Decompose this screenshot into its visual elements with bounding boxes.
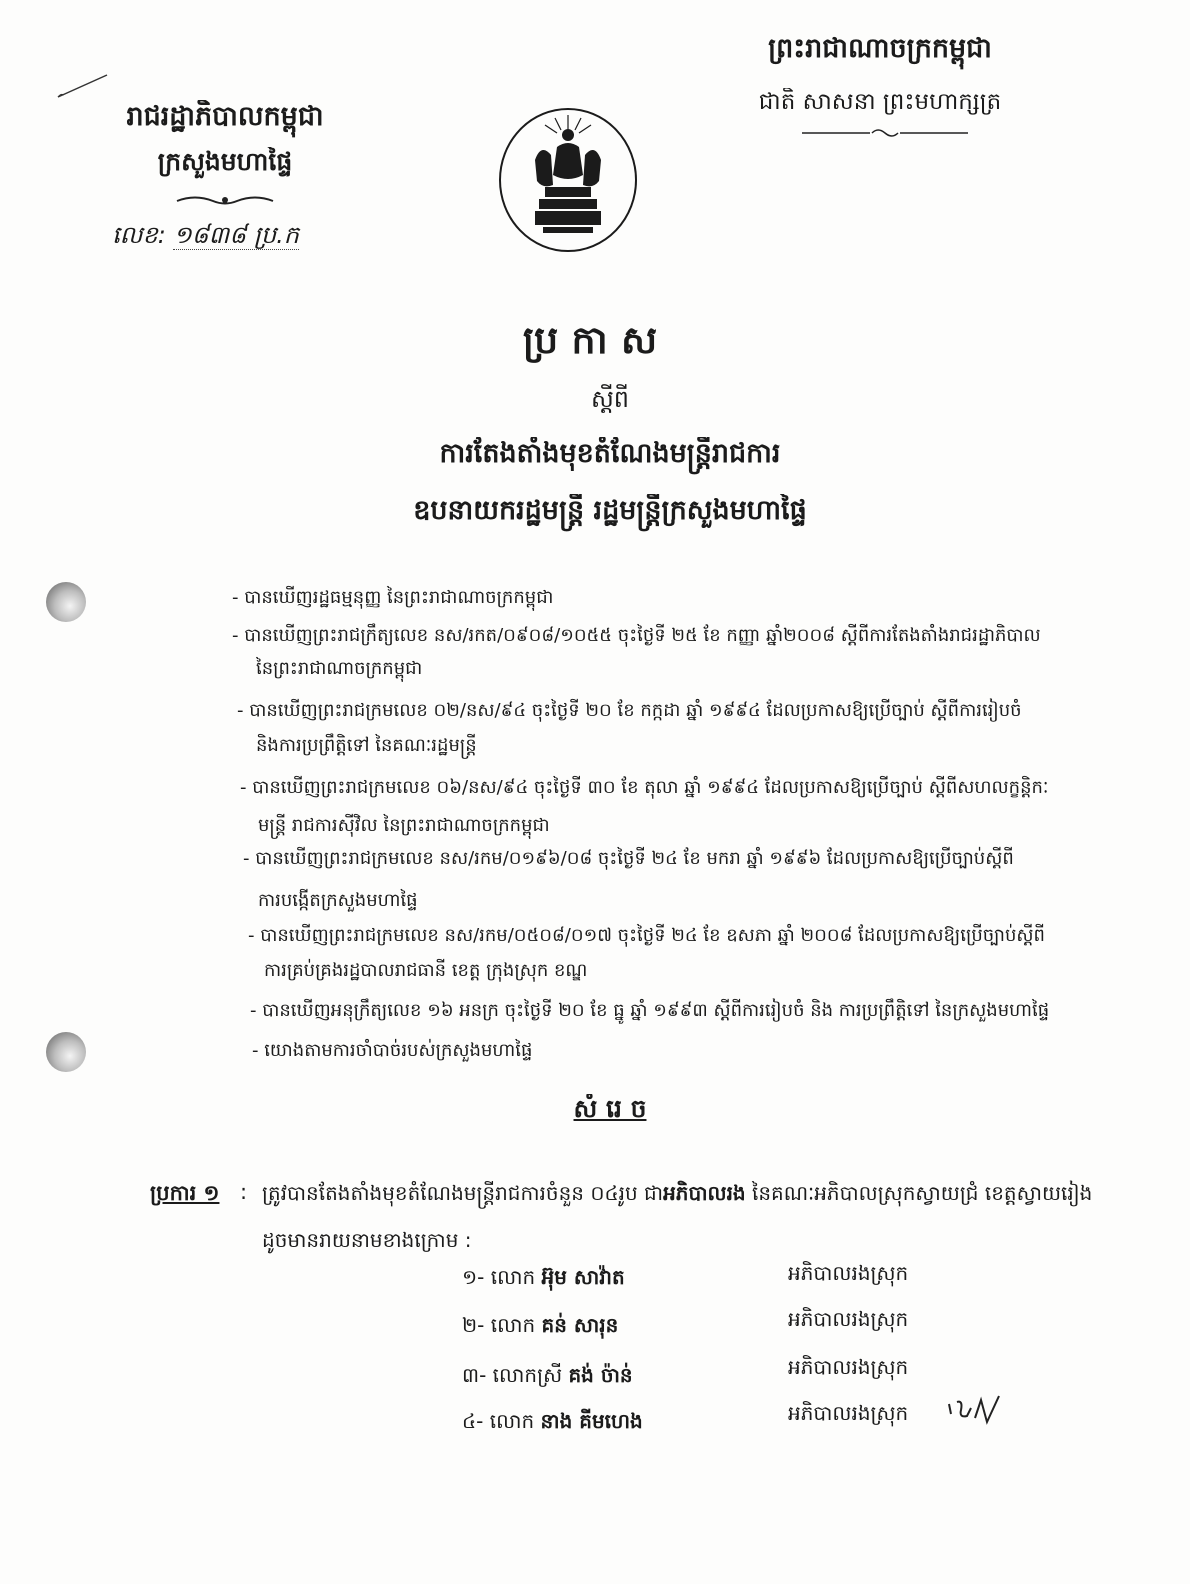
national-motto: ជាតិ សាសនា ព្រះមហាក្សត្រ [758, 89, 1002, 115]
preamble-item: - យោងតាមការចាំបាច់របស់ក្រសួងមហាផ្ទៃ [252, 1040, 533, 1061]
article-text-bold: អភិបាលរង [663, 1181, 746, 1205]
appointee-number: ៣- [462, 1363, 487, 1387]
preamble-item: - បានឃើញព្រះរាជក្រមលេខ ០៦/នស/៩៤ ចុះថ្ងៃទី ៣០ ខែ តុលា ឆ្នាំ ១៩៩៤ ដែលប្រកាសឱ្យប្រើច្បាប់ ស្ដីពីសហលក្ខន្តិកៈ [240, 777, 1049, 798]
hole-punch [46, 582, 86, 622]
subject-line-1: ការតែងតាំងមុខតំណែងមន្ត្រីរាជការ [439, 438, 781, 469]
article-label: ប្រការ ១ [150, 1181, 220, 1205]
preamble-item: - បានឃើញព្រះរាជក្រមលេខ នស/រកម/០១៩៦/០៨ ចុះថ្ងៃទី ២៤ ខែ មករា ឆ្នាំ ១៩៩៦ ដែលប្រកាសឱ្យប្រើច្បាប់ស្ដីពី [243, 848, 1014, 869]
ornament-divider [175, 192, 275, 208]
preamble-item: - បានឃើញព្រះរាជក្រមលេខ ០២/នស/៩៤ ចុះថ្ងៃទី ២០ ខែ កក្កដា ឆ្នាំ ១៩៩៤ ដែលប្រកាសឱ្យប្រើច្បាប់ ស្ដីពីការរៀបចំ [237, 700, 1022, 721]
government-heading: រាជរដ្ឋាភិបាលកម្ពុជា [126, 101, 324, 132]
appointee-position: អភិបាលរងស្រុក [788, 1261, 909, 1285]
document-title: ប្រ កា ស [522, 318, 658, 362]
preamble-item-continuation: និងការប្រព្រឹត្តិទៅ នៃគណៈរដ្ឋមន្ត្រី [256, 735, 477, 756]
appointee-number: ៤- [462, 1409, 484, 1433]
appointee-fullname: អ៊ុម សាវ៉ាត [541, 1265, 625, 1289]
appointee-fullname: នាង គីមហេង [540, 1409, 643, 1433]
decision-heading: សំ រេ ច [573, 1094, 647, 1123]
appointee-fullname: គន់ សារុន [541, 1313, 619, 1337]
subject-line-2: ឧបនាយករដ្ឋមន្ត្រី រដ្ឋមន្ត្រីក្រសួងមហាផ្ទៃ [413, 495, 807, 526]
appointee-number: ១- [462, 1265, 485, 1289]
hole-punch [46, 1032, 86, 1072]
preamble-item-continuation: ការបង្កើតក្រសួងមហាផ្ទៃ [258, 890, 418, 911]
royal-emblem [495, 105, 641, 255]
about-label: ស្ដីពី [590, 385, 630, 413]
appointee-position: អភិបាលរងស្រុក [788, 1307, 909, 1331]
appointee-name [462, 1360, 772, 1392]
preamble-item: - បានឃើញព្រះរាជក្រឹត្យលេខ នស/រកត/០៩០៨/១០៥៥ ចុះថ្ងៃទី ២៥ ខែ កញ្ញា ឆ្នាំ២០០៨ ស្ដីពីការតែងតាំងរាជរដ្ឋាភិបាល [232, 625, 1041, 646]
appointee-fullname: គង់ ច៉ាន់ [568, 1363, 633, 1387]
preamble-item-continuation: ការគ្រប់គ្រងរដ្ឋបាលរាជធានី ខេត្ត ក្រុងស្រុក ខណ្ឌ [264, 960, 588, 981]
kingdom-heading: ព្រះរាជាណាចក្រកម្ពុជា [768, 33, 992, 64]
appointee-position: អភិបាលរងស្រុក [788, 1401, 909, 1425]
article-text [262, 1178, 1162, 1210]
pen-mark [55, 70, 111, 102]
handwritten-initial [945, 1392, 1005, 1432]
preamble-item: - បានឃើញអនុក្រឹត្យលេខ ១៦ អនក្រ ចុះថ្ងៃទី ២០ ខែ ធ្នូ ឆ្នាំ ១៩៩៣ ស្ដីពីការរៀបចំ និង ការប្រព្រឹត្តិទៅ នៃក្រសួងមហាផ្ទៃ [250, 1000, 1050, 1021]
preamble-item: - បានឃើញរដ្ឋធម្មនុញ្ញ នៃព្រះរាជាណាចក្រកម្ពុជា [232, 587, 554, 608]
preamble-item: - បានឃើញព្រះរាជក្រមលេខ នស/រកម/០៥០៨/០១៧ ចុះថ្ងៃទី ២៤ ខែ ឧសភា ឆ្នាំ ២០០៨ ដែលប្រកាសឱ្យប្រើច្បាប់ស្ដីពី [248, 925, 1045, 946]
appointee-position: អភិបាលរងស្រុក [788, 1355, 909, 1379]
appointee-number: ២- [462, 1313, 485, 1337]
appointee-name [462, 1262, 772, 1294]
document-number [112, 220, 392, 255]
preamble-item-continuation: នៃព្រះរាជាណាចក្រកម្ពុជា [256, 658, 423, 679]
document-number-label: លេខ: [112, 221, 166, 249]
appointee-name [462, 1406, 772, 1438]
article-colon: : [240, 1180, 248, 1204]
ornament-divider [800, 126, 970, 140]
article-text-before: ត្រូវបានតែងតាំងមុខតំណែងមន្ត្រីរាជការចំនួន ០៤រូប ជា [262, 1181, 664, 1205]
article-text-after: នៃគណៈអភិបាលស្រុកស្វាយជ្រំ ខេត្តស្វាយរៀង [745, 1181, 1093, 1205]
article-list-intro: ដូចមានរាយនាមខាងក្រោម : [262, 1228, 472, 1252]
appointee-title: លោកស្រី [492, 1363, 563, 1387]
appointee-name [462, 1310, 772, 1342]
appointee-title: លោក [489, 1409, 535, 1433]
document-number-value: ១៨៣៨ ប្រ.ក [173, 221, 299, 249]
preamble-item-continuation: មន្ត្រី រាជការស៊ីវិល នៃព្រះរាជាណាចក្រកម្ពុជា [258, 815, 550, 836]
appointee-title: លោក [490, 1313, 536, 1337]
ministry-heading: ក្រសួងមហាផ្ទៃ [157, 147, 293, 176]
appointee-title: លោក [490, 1265, 536, 1289]
